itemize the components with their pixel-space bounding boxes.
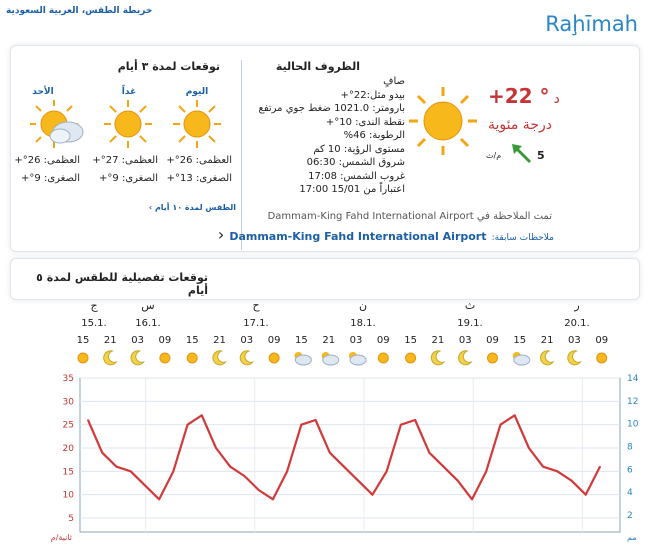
- chart-hour-label: 21: [431, 335, 445, 346]
- right-tick-label: 2: [627, 510, 633, 521]
- cloud-icon: [350, 355, 366, 365]
- temperature-point: [429, 452, 431, 454]
- prev-obs-link[interactable]: Dammam-King Fahd International Airport: [229, 230, 487, 243]
- station-line: تمت الملاحظة في Dammam-King Fahd International Airport: [267, 211, 552, 222]
- current-details: [250, 75, 405, 197]
- temperature-point: [116, 466, 118, 468]
- temperature-point: [471, 499, 473, 501]
- dew-point: نقطة الندى: 10°+: [325, 116, 405, 128]
- feels-like: بيدو مثل:22°+: [340, 89, 405, 101]
- right-tick-label: 6: [627, 465, 633, 476]
- chart-hour-label: 09: [158, 335, 172, 346]
- temperature-point: [258, 489, 260, 491]
- ten-day-link[interactable]: الطقس لمدة ١٠ أيام ›: [148, 203, 236, 212]
- temperature-point: [357, 480, 359, 482]
- day0-max: العظمى: 26°+: [166, 155, 232, 166]
- current-temp: +22 ° د: [488, 84, 560, 108]
- cloud-icon: [323, 355, 339, 365]
- temperature-point: [599, 466, 601, 468]
- chart-day-letter: ر: [574, 299, 580, 312]
- chart-hour-label: 15: [295, 335, 308, 346]
- left-tick-label: 10: [62, 490, 74, 501]
- temperature-point: [372, 494, 374, 496]
- wind-arrow-icon: [510, 142, 532, 164]
- prev-obs: ملاحظات سابقة: Dammam-King Fahd International Airport ‹: [217, 225, 554, 244]
- wind-speed: 5: [537, 149, 545, 162]
- temperature-point: [443, 466, 445, 468]
- temperature-point: [500, 424, 502, 426]
- chart-day-letter: ج: [90, 299, 98, 312]
- breadcrumb[interactable]: خريطة الطقس، العربية السعودية: [6, 6, 153, 16]
- moon-icon: [459, 351, 472, 365]
- chart-day-letter: ن: [358, 299, 368, 312]
- temperature-point: [485, 471, 487, 473]
- left-tick-label: 30: [62, 397, 74, 408]
- right-tick-label: 12: [627, 396, 639, 407]
- moon-icon: [568, 351, 581, 365]
- temperature-point: [457, 480, 459, 482]
- temperature-point: [571, 480, 573, 482]
- chart-hour-label: 21: [213, 335, 226, 346]
- temperature-point: [315, 419, 317, 421]
- temperature-point: [414, 419, 416, 421]
- temperature-point: [343, 466, 345, 468]
- chart-hour-label: 15: [513, 335, 527, 346]
- temperature-point: [329, 452, 331, 454]
- chart-hour-label: 03: [349, 335, 363, 346]
- temperature-point: [585, 494, 587, 496]
- temp-unit: درجة مئوية: [488, 117, 552, 133]
- temperature-point: [528, 447, 530, 449]
- chart-day-date: 16.1.: [135, 318, 161, 329]
- day2-min: الصغرى: 9°+: [21, 173, 80, 184]
- chart-day-date: 15.1.: [81, 318, 107, 329]
- current-heading: الظروف الحالية: [275, 60, 360, 73]
- temperature-point: [229, 466, 231, 468]
- sun-cloud-icon: [30, 100, 86, 150]
- temperature-point: [158, 499, 160, 501]
- chart-day-letter: س: [141, 299, 155, 312]
- day0-min: الصغرى: 13°+: [166, 173, 232, 184]
- day2-max: العظمى: 26°+: [14, 155, 80, 166]
- chart-hour-label: 21: [540, 335, 554, 346]
- temperature-point: [244, 475, 246, 477]
- temperature-point: [514, 415, 516, 417]
- moon-icon: [104, 351, 117, 365]
- observed-time: اعتباراً من 15/01 17:00: [299, 184, 405, 195]
- detailed-heading: توقعات تفصيلية للطقس لمدة ٥ أيام: [36, 271, 208, 297]
- chart-hour-label: 09: [267, 335, 281, 346]
- left-tick-label: 20: [62, 444, 74, 454]
- right-tick-label: 4: [627, 488, 633, 499]
- temperature-point: [173, 471, 175, 473]
- sun-icon: [269, 353, 279, 363]
- sunrise: شروق الشمس: 06:30: [306, 157, 405, 168]
- panel-divider: [241, 60, 242, 250]
- chart-day-date: 20.1.: [564, 318, 590, 329]
- chart-hour-label: 21: [103, 335, 117, 346]
- chart-hour-label: 09: [486, 335, 499, 346]
- day1-min: الصغرى: 9°+: [99, 173, 158, 184]
- temperature-point: [272, 499, 274, 501]
- barometer: بارومتر: 1021.0 ضغط جوي مرتفع: [258, 103, 405, 114]
- temperature-point: [144, 485, 146, 487]
- bottom-right-label: مم: [627, 533, 637, 542]
- visibility: مستوى الرؤية: 10 كم: [313, 143, 405, 155]
- right-tick-label: 8: [627, 442, 633, 453]
- chart-hour-label: 21: [322, 335, 336, 346]
- wind-unit: م/ث: [486, 151, 502, 160]
- sun-icon: [378, 353, 388, 363]
- chart-hour-label: 15: [76, 335, 90, 346]
- temperature-point: [101, 452, 103, 454]
- chart-day-date: 18.1.: [350, 318, 376, 329]
- sun-icon: [104, 100, 152, 148]
- right-tick-label: 14: [627, 374, 639, 384]
- temperature-point: [130, 471, 132, 473]
- humidity: الرطوبة: 46%: [343, 130, 405, 141]
- temperature-chart: [0, 296, 654, 546]
- moon-icon: [431, 351, 444, 365]
- temperature-point: [557, 471, 559, 473]
- sun-icon: [173, 100, 221, 148]
- left-tick-label: 5: [68, 514, 74, 524]
- moon-icon: [240, 351, 253, 365]
- sun-icon: [187, 353, 197, 363]
- temperature-point: [301, 424, 303, 426]
- condition: صافٍ: [383, 76, 405, 87]
- temperature-point: [542, 466, 544, 468]
- sun-icon: [488, 353, 498, 363]
- moon-icon: [213, 351, 226, 365]
- sun-icon: [406, 353, 416, 363]
- day-label-0: اليوم: [185, 87, 209, 97]
- temperature-point: [400, 424, 402, 426]
- left-tick-label: 25: [62, 420, 74, 431]
- left-tick-label: 35: [62, 374, 74, 384]
- city-name: Raḩīmah: [545, 12, 638, 36]
- forecast3-heading: توقعات لمدة ٣ أيام: [117, 60, 220, 73]
- chart-hour-label: 15: [185, 335, 199, 346]
- sunset: غروب الشمس: 17:08: [308, 170, 405, 182]
- moon-icon: [131, 351, 144, 365]
- cloud-icon: [295, 355, 311, 365]
- temperature-point: [87, 419, 89, 421]
- bottom-left-label: ثانية/م: [50, 533, 72, 542]
- temperature-point: [215, 447, 217, 449]
- temperature-point: [286, 471, 288, 473]
- chart-hour-label: 03: [240, 335, 254, 346]
- chart-hour-label: 03: [131, 335, 144, 346]
- chart-hour-label: 09: [595, 335, 609, 346]
- temperature-point: [187, 424, 189, 426]
- sun-icon: [78, 353, 88, 363]
- day-label-1: غداً: [121, 87, 137, 97]
- chart-day-letter: ث: [464, 299, 476, 312]
- temperature-point: [386, 471, 388, 473]
- chart-day-date: 17.1.: [243, 318, 269, 329]
- day-label-2: الأحد: [32, 87, 54, 97]
- chart-hour-label: 03: [568, 335, 581, 346]
- chart-hour-label: 09: [376, 335, 390, 346]
- chart-hour-label: 15: [404, 335, 417, 346]
- chart-hour-label: 03: [458, 335, 472, 346]
- chart-day-date: 19.1.: [457, 318, 483, 329]
- chart-day-letter: ح: [252, 299, 260, 312]
- day1-max: العظمى: 27°+: [92, 155, 158, 166]
- sun-icon: [408, 86, 478, 156]
- left-tick-label: 15: [62, 467, 74, 478]
- right-tick-label: 10: [627, 419, 639, 430]
- moon-icon: [540, 351, 553, 365]
- cloud-icon: [514, 355, 530, 365]
- sun-icon: [597, 353, 607, 363]
- sun-icon: [160, 353, 170, 363]
- temperature-point: [201, 415, 203, 417]
